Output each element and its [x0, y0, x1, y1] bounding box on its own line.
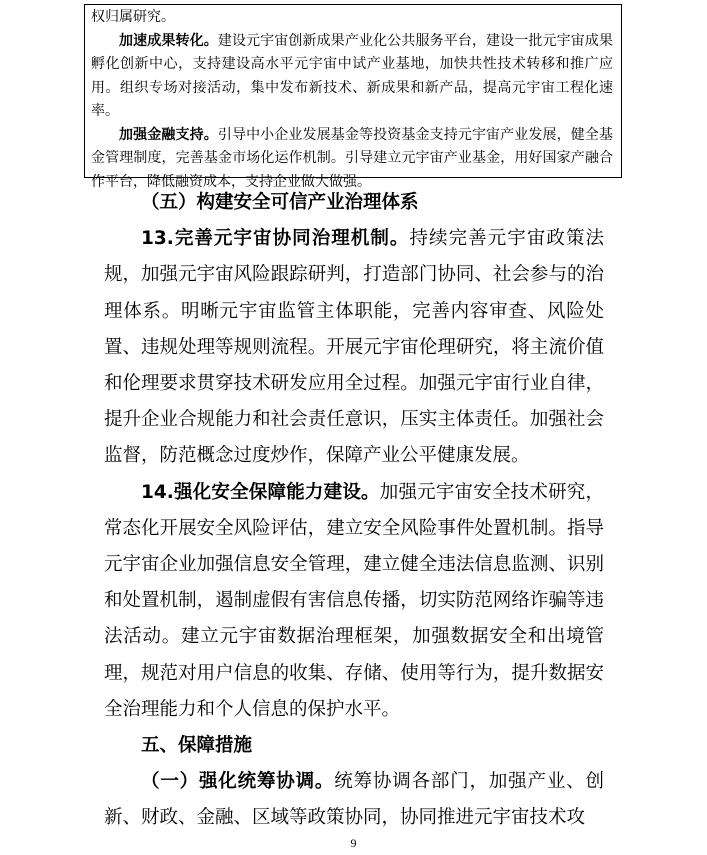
text-box: [84, 4, 622, 190]
sub-1-body: 统筹协调各部门，加强产业、创新、财政、金融、区域等政策协同，协同推进元宇宙技术攻: [104, 771, 604, 829]
sub-1-paragraph: [104, 764, 604, 836]
box-body-financial-support: 引导中小企业发展基金等投资基金支持元宇宙产业发展，健全基金管理制度，完善基金市场化运作机制。引导建立元宇宙产业基金，用好国家产融合作平台，降低融资成本，支持企业做大做强。: [91, 126, 614, 190]
box-body-achievement-transfer: 建设元宇宙创新成果产业化公共服务平台，建设一批元宇宙成果孵化创新中心，支持建设高水平元宇宙中试产业基地，加快共性技术转移和推广应用。组织专场对接活动，集中发布新技术、新成果和新产品，提高元宇宙工程化速率。: [91, 32, 614, 119]
document-body: [104, 185, 604, 837]
box-lead-achievement-transfer: 加速成果转化。: [119, 32, 218, 49]
section-heading: （五）构建安全可信产业治理体系: [141, 192, 419, 213]
sub-1-lead: （一）强化统筹协调。: [141, 771, 335, 793]
item-13-lead: 13.完善元宇宙协同治理机制。: [141, 228, 410, 250]
box-continuation: 权归属研究。: [91, 9, 175, 25]
item-13-body: 持续完善元宇宙政策法规，加强元宇宙风险跟踪研判，打造部门协同、社会参与的治理体系。明晰元宇宙监管主体职能，完善内容审查、风险处置、违规处理等规则流程。开展元宇宙伦理研究，将主流价值和伦理要求贯穿技术研发应用全过程。加强元宇宙行业自律，提升企业合规能力和社会责任意识，压实主体责任。加强社会监督，防范概念过度炒作，保障产业公平健康发展。: [104, 228, 604, 467]
box-paragraph-financial-support: [91, 124, 613, 195]
box-lead-financial-support: 加强金融支持。: [119, 126, 218, 143]
chapter-heading: 五、保障措施: [141, 735, 253, 757]
item-13-paragraph: [104, 221, 604, 474]
page-number: 9: [350, 836, 357, 850]
item-14-lead: 14.强化安全保障能力建设。: [141, 481, 380, 503]
box-paragraph-achievement-transfer: [91, 30, 613, 124]
item-14-paragraph: [104, 475, 604, 728]
item-14-body: 加强元宇宙安全技术研究，常态化开展安全风险评估，建立安全风险事件处置机制。指导元宇宙企业加强信息安全管理，建立健全违法信息监测、识别和处置机制，遏制虚假有害信息传播，切实防范网络诈骗等违法活动。建立元宇宙数据治理框架，加强数据安全和出境管理，规范对用户信息的收集、存储、使用等行为，提升数据安全治理能力和个人信息的保护水平。: [104, 481, 604, 720]
